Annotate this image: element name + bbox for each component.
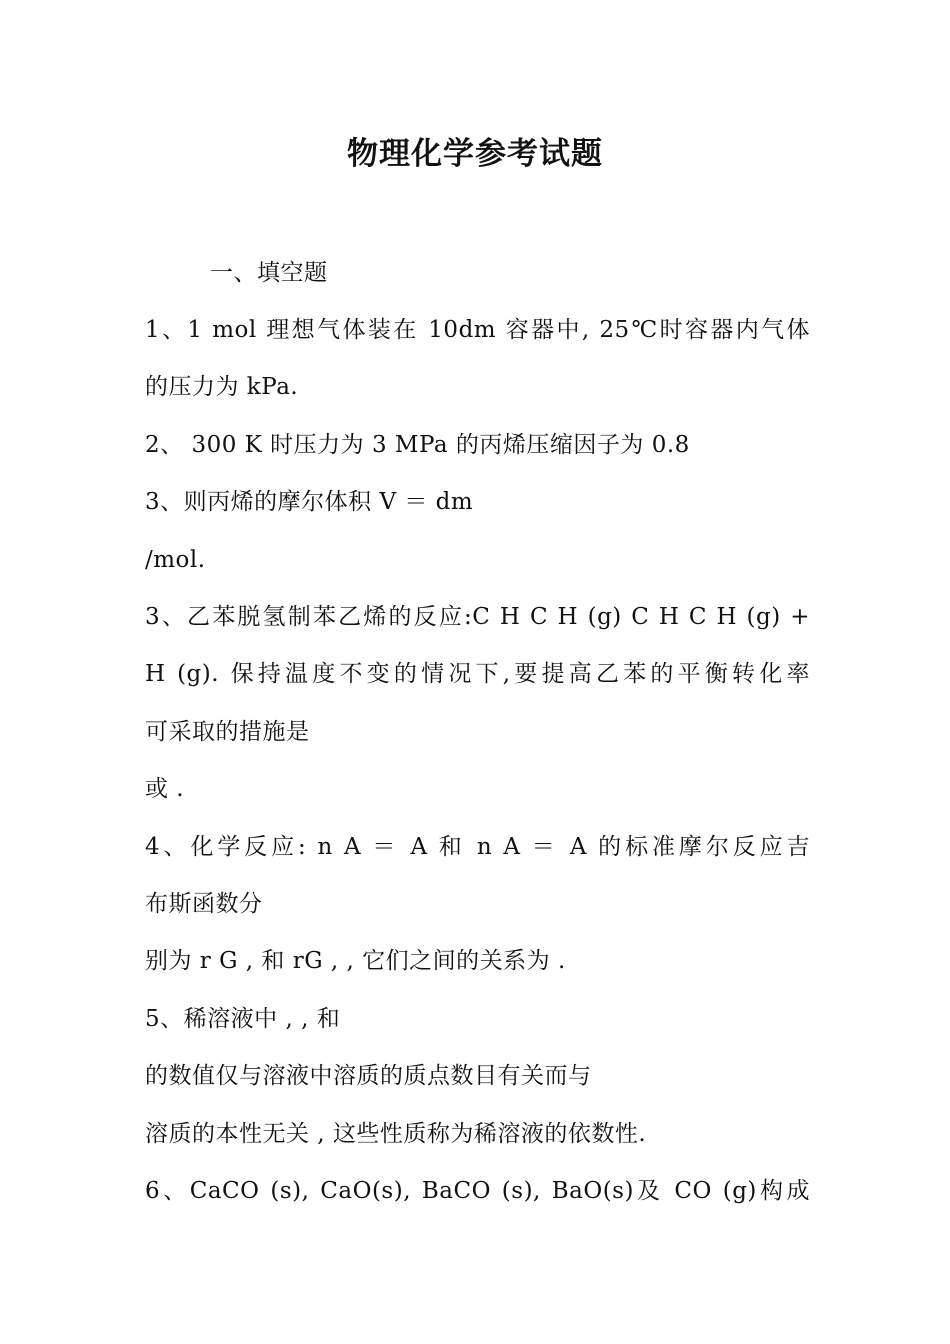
question-4-line-2: 布斯函数分 xyxy=(145,891,263,917)
question-6-line-1: 6、CaCO (s), CaO(s), BaCO (s), BaO(s)及 CO (g)构成 xyxy=(145,1178,810,1204)
question-3-line-2: H (g). 保持温度不变的情况下,要提高乙苯的平衡转化率 xyxy=(145,661,810,687)
question-5-line-2: 的数值仅与溶液中溶质的质点数目有关而与 xyxy=(145,1063,592,1089)
question-3-line-4: 或 . xyxy=(145,776,185,802)
question-3-line-3: 可采取的措施是 xyxy=(145,719,310,745)
question-4-line-3: 别为 r G , 和 rG , , 它们之间的关系为 . xyxy=(145,948,566,974)
question-2-line-2: 3、则丙烯的摩尔体积 V ＝ dm xyxy=(145,489,474,515)
question-5-line-1: 5、稀溶液中 , , 和 xyxy=(145,1006,341,1032)
document-title: 物理化学参考试题 xyxy=(347,136,603,172)
section-heading: 一、填空题 xyxy=(210,260,328,286)
question-1-line-2: 的压力为 kPa. xyxy=(145,374,299,400)
question-1-line-1: 1、1 mol 理想气体装在 10dm 容器中, 25℃时容器内气体 xyxy=(145,317,810,343)
question-5-line-3: 溶质的本性无关 , 这些性质称为稀溶液的依数性. xyxy=(145,1121,647,1147)
question-4-line-1: 4、化学反应: n A ＝ A 和 n A ＝ A 的标准摩尔反应吉 xyxy=(145,834,810,860)
question-2-line-1: 2、 300 K 时压力为 3 MPa 的丙烯压缩因子为 0.8 xyxy=(145,432,690,458)
question-2-line-3: /mol. xyxy=(145,547,206,573)
question-3-line-1: 3、乙苯脱氢制苯乙烯的反应:C H C H (g) C H C H (g) + xyxy=(145,604,810,630)
